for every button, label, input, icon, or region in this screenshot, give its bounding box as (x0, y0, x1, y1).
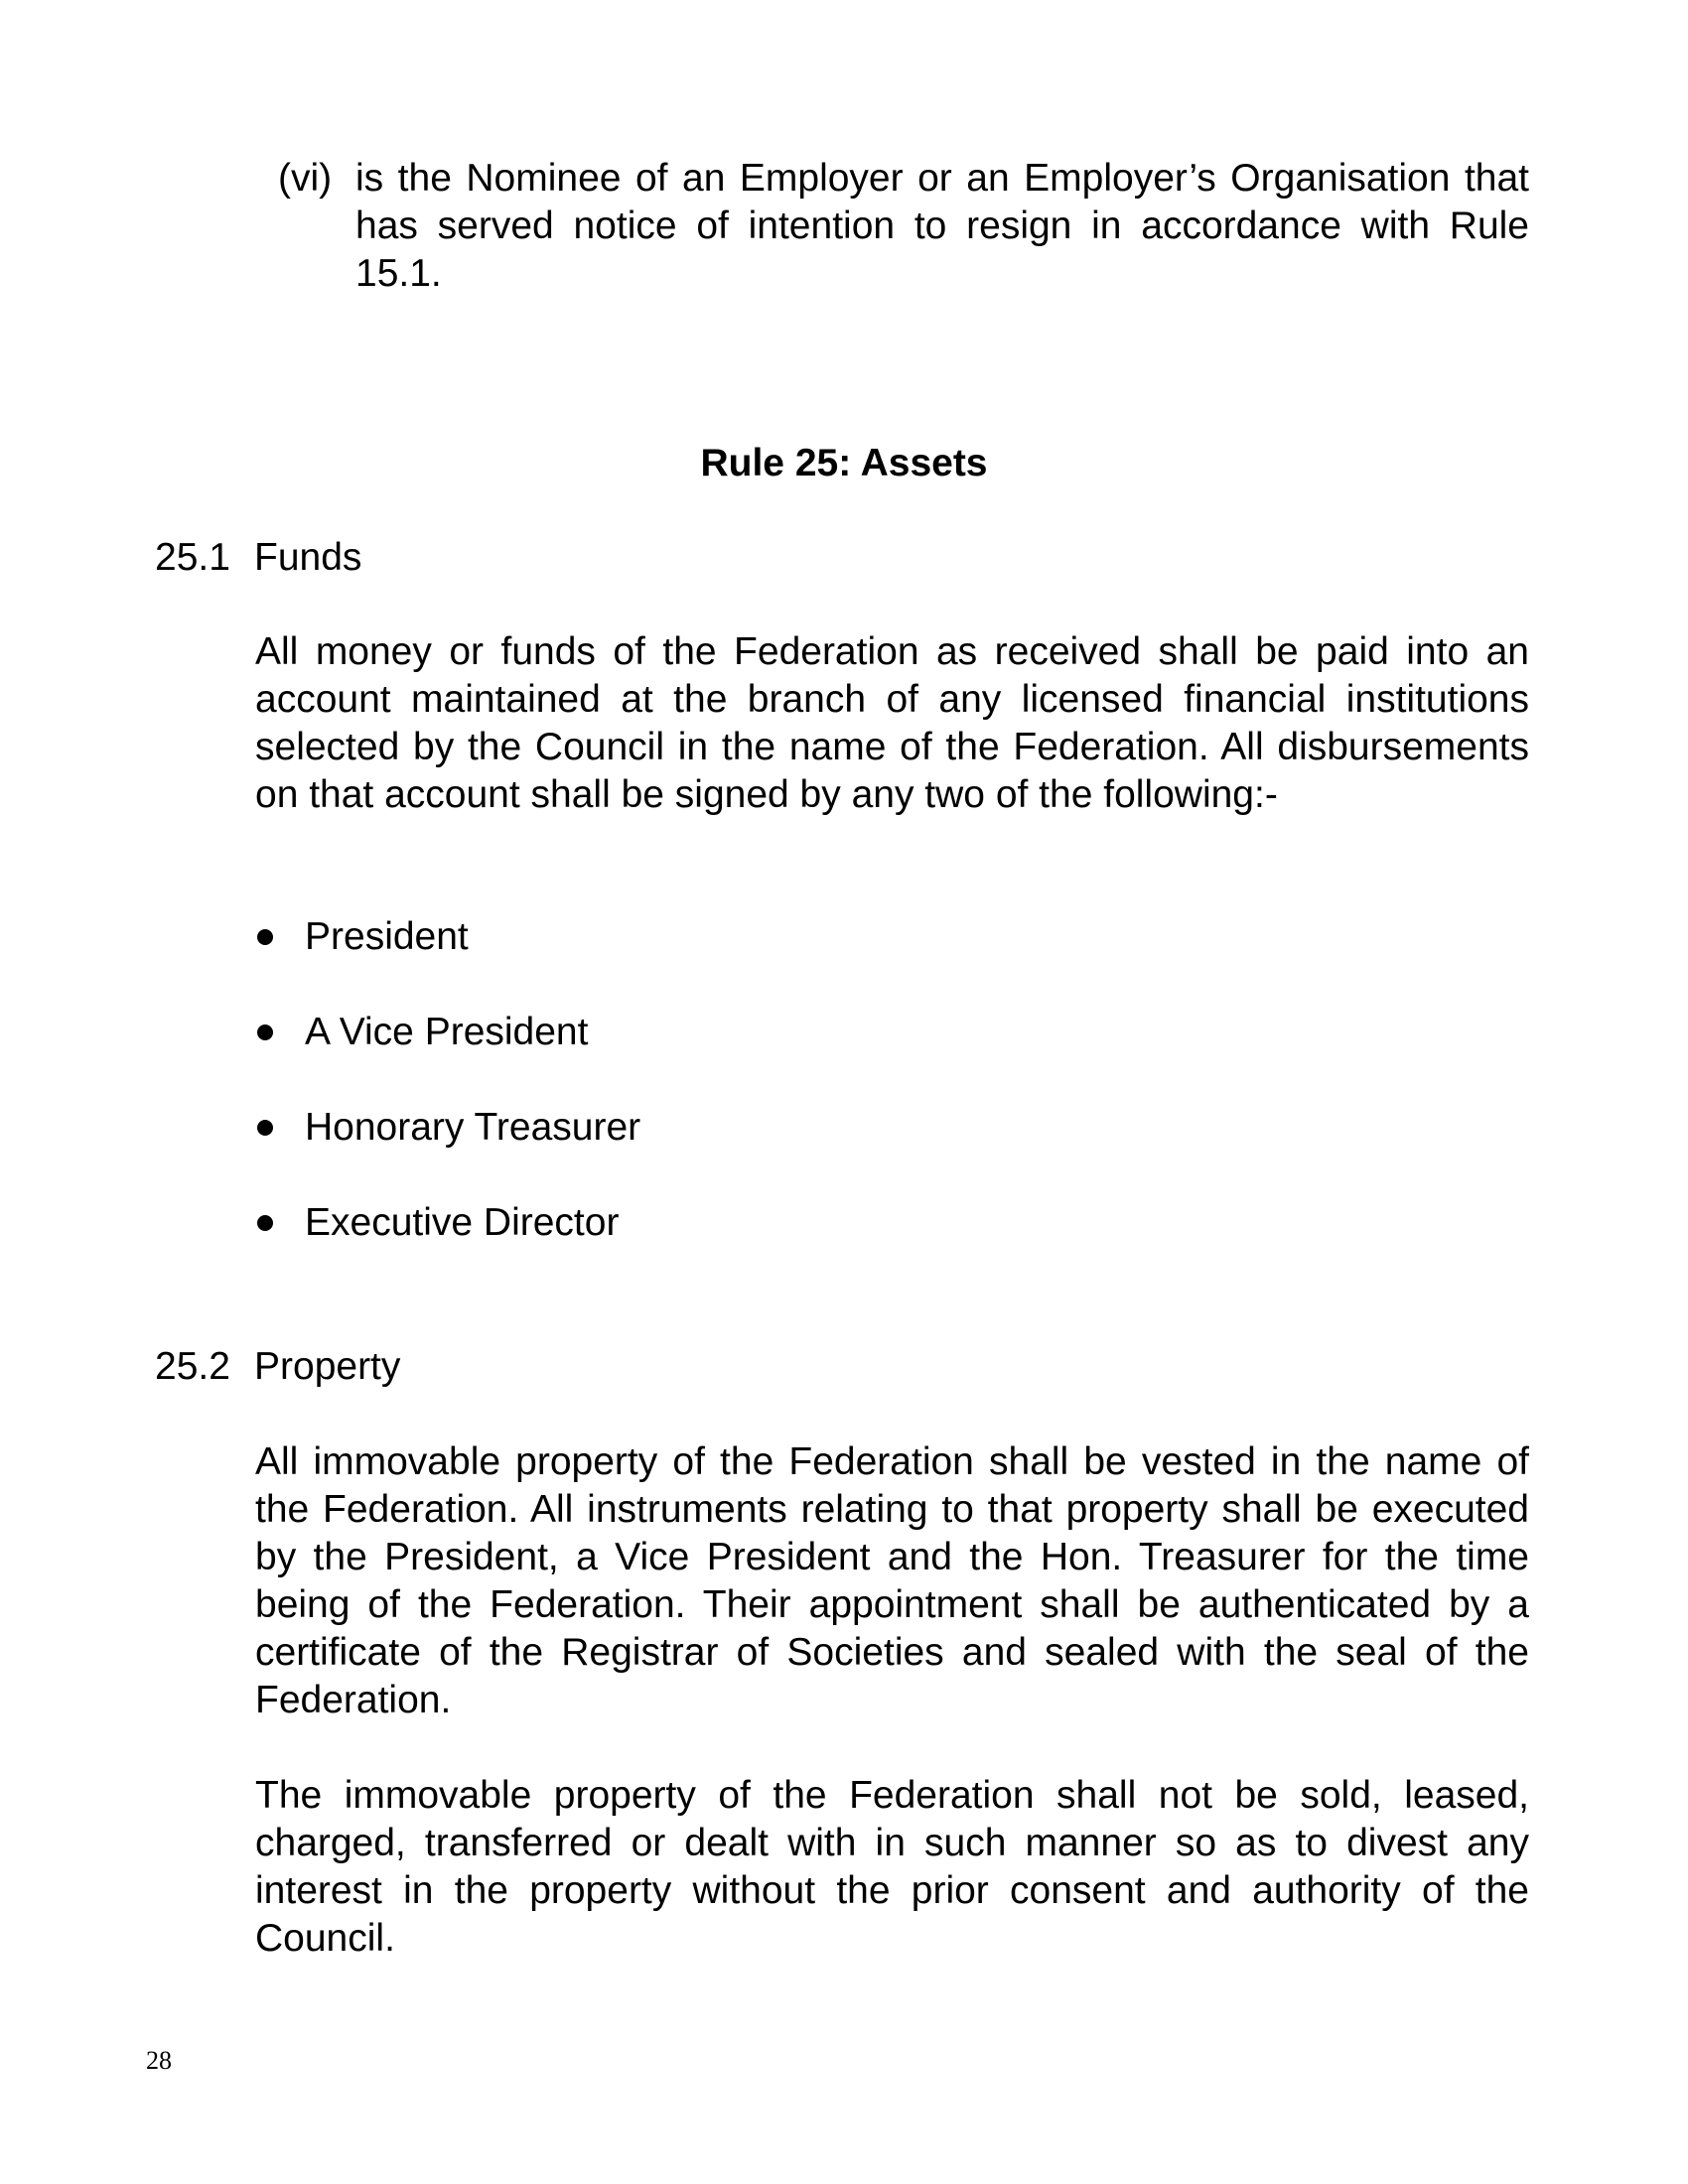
property-paragraph-1: All immovable property of the Federation shall be vested in the name of the Federation. All instruments relating to that property shall be executed by the President, a Vice President and the Hon. Treasurer for the time being of the Federation. Their appointment shall be authenticated by a certificate of the Registrar of Societies and sealed with the seal of the Federation. (255, 1440, 1529, 1721)
bullet-icon (257, 929, 273, 945)
list-item (255, 1199, 640, 1247)
signatory-label: President (305, 915, 469, 958)
rule-heading: Rule 25: Assets (700, 442, 988, 484)
section-number: 25.2 (155, 1345, 230, 1388)
section-25-1-heading (155, 534, 361, 582)
signatory-label: Executive Director (305, 1201, 620, 1244)
list-item (255, 913, 640, 961)
list-item (255, 1104, 640, 1152)
page-number: 28 (146, 2046, 172, 2075)
signatory-label: Honorary Treasurer (305, 1106, 641, 1149)
funds-paragraph: All money or funds of the Federation as received shall be paid into an account maintained at the branch of any licensed financial institutions selected by the Council in the name of the Federation. All disbursements on that account shall be signed by any two of the following:- (255, 630, 1529, 816)
clause-text: is the Nominee of an Employer or an Employer’s Organisation that has served notice of intention to resign in accordance with Rule 15.1. (355, 157, 1529, 295)
signatory-label: A Vice President (305, 1011, 589, 1053)
section-title: Funds (254, 536, 362, 579)
bullet-icon (257, 1215, 273, 1231)
list-item (255, 1009, 640, 1056)
section-25-2-heading (155, 1343, 400, 1391)
clause-number: (vi) (278, 157, 333, 200)
bullet-icon (257, 1120, 273, 1136)
bullet-icon (257, 1024, 273, 1040)
signatory-list (255, 913, 640, 1295)
section-title: Property (254, 1345, 401, 1388)
section-number: 25.1 (155, 536, 230, 579)
property-paragraph-2: The immovable property of the Federation shall not be sold, leased, charged, transferred or dealt with in such manner so as to divest any interest in the property without the prior consent and authority of the Council. (255, 1774, 1529, 1960)
